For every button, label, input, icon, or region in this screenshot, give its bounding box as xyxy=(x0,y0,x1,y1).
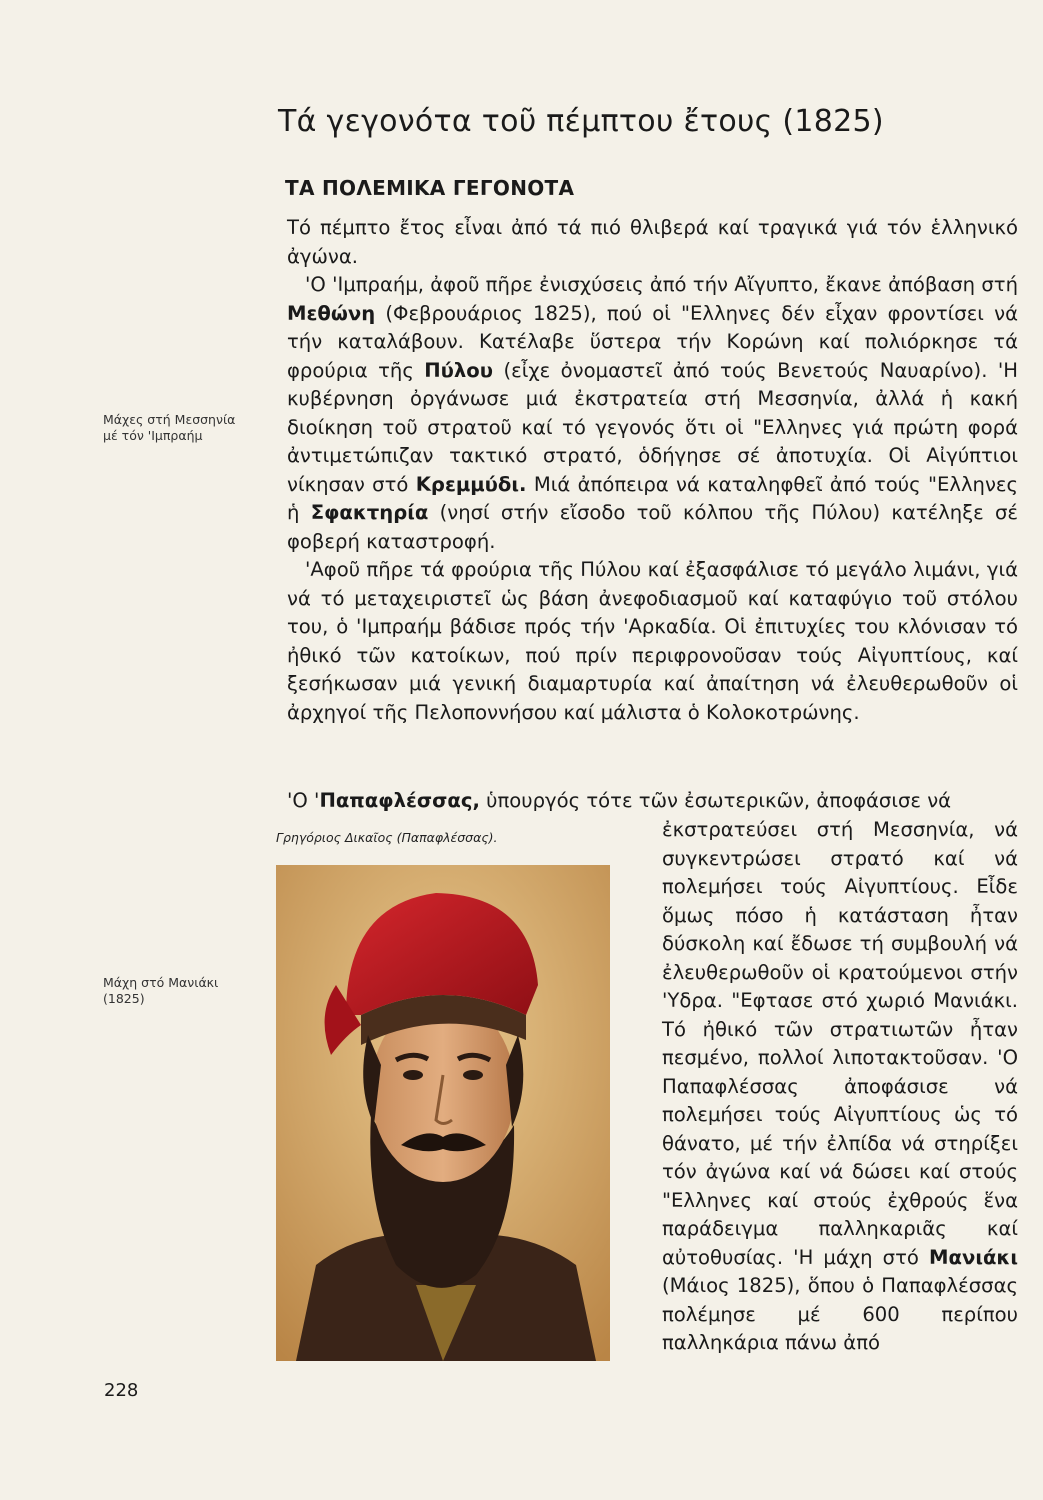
paragraph-1: Τό πέμπτο ἔτος εἶναι ἀπό τά πιό θλιβερά καί τραγικά γιά τόν ἑλληνικό ἀγώνα. xyxy=(287,216,1018,268)
text-span: ὑπουργός τότε τῶν ἐσωτερικῶν, ἀποφάσισε νά xyxy=(479,789,952,812)
place-kremmydi: Κρεμμύδι. xyxy=(415,472,527,496)
place-sfaktiria: Σφακτηρία xyxy=(310,501,429,524)
paragraph-3: 'Αφοῦ πῆρε τά φρούρια τῆς Πύλου καί ἐξασφάλισε τό μεγάλο λιμάνι, γιά νά τό μεταχειριστεῖ ὡς βάση ἀνεφοδιασμοῦ καί καταφύγιο τοῦ στόλου του, ὁ 'Ιμπραήμ βάδισε πρός τήν 'Αρκαδία. Οἱ ἐπιτυχίες του κλόνισαν τό ἠθικό τῶν κατοίκων, πού πρίν περιφρονοῦσαν τούς Αἰγυπτίους, καί ξεσήκωσαν μιά γενική διαμαρτυρία καί ἀπαίτηση νά ἐλευθερωθοῦν οἱ ἀρχηγοί τῆς Πελοποννήσου καί μάλιστα ὁ Κολοκοτρώνης. xyxy=(287,558,1018,724)
place-pylos: Πύλου xyxy=(424,358,494,382)
portrait-caption: Γρηγόριος Δικαῖος (Παπαφλέσσας). xyxy=(276,830,498,845)
margin-note-maniaki: Μάχη στό Μανιάκι (1825) xyxy=(103,975,219,1006)
text-span: (Μάιος 1825), ὅπου ὁ Παπαφλέσσας πολέμησε μέ 600 περίπου παλληκάρια πάνω ἀπό xyxy=(662,1274,1018,1354)
paragraph-2 xyxy=(287,271,1018,556)
page-number: 228 xyxy=(104,1380,139,1401)
papaflessas-lead-line xyxy=(287,787,1018,816)
text-span: ἐκστρατεύσει στή Μεσσηνία, νά συγκεντρώσει στρατό καί νά πολεμήσει τούς Αἰγυπτίους. Εἶδε ὅμως πόσο ἡ κατάσταση ἦταν δύσκολη καί ἔδωσε τή συμβουλή νά ἐλευθερωθοῦν οἱ κρατούμενοι στήν 'Υδρα. "Εφτασε στό χωριό Μανιάκι. Τό ἠθικό τῶν στρατιωτῶν ἦταν πεσμένο, πολλοί λιποτακτοῦσαν. 'Ο Παπαφλέσσας ἀποφάσισε νά πολεμήσει τούς Αἰγυπτίους ὡς τό θάνατο, μέ τήν ἐλπίδα νά στηρίξει τόν ἀγώνα καί νά δώσει καί στούς "Ελληνες καί στούς ἐχθρούς ἕνα παράδειγμα παλληκαριᾶς καί αὐτοθυσίας. 'Η μάχη στό xyxy=(662,818,1018,1269)
place-methoni: Μεθώνη xyxy=(287,301,376,325)
portrait-image xyxy=(276,865,610,1361)
section-heading: ΤΑ ΠΟΛΕΜΙΚΑ ΓΕΓΟΝΟΤΑ xyxy=(285,176,575,200)
text-span: (εἶχε ὀνομαστεῖ ἀπό τούς Βενετούς Ναυαρίνο). 'Η κυβέρνηση ὀργάνωσε μιά ἐκστρατεία στή Μεσσηνία, ἀλλά ἡ κακή διοίκηση τοῦ στρατοῦ καί τό γεγονός ὅτι οἱ "Ελληνες γιά πρώτη φορά ἀντιμετώπιζαν τακτικό στρατό, ὁδήγησε σέ ἀποτυχία. Οἱ Αἰγύπτιοι νίκησαν στό xyxy=(287,358,1018,496)
text-span: Μιά ἀπόπειρα νά καταληφθεῖ ἀπό τούς "Ελληνες ἡ xyxy=(287,472,1018,524)
chapter-title: Τά γεγονότα τοῦ πέμπτου ἔτους (1825) xyxy=(278,104,884,139)
text-span: (Φεβρουάριος 1825), πού οἱ "Ελληνες δέν εἶχαν φροντίσει νά τήν καταλάβουν. Κατέλαβε ὕστερα τήν Κορώνη καί πολιόρκησε τά φρούρια τῆς xyxy=(287,301,1018,382)
place-maniaki: Μανιάκι xyxy=(929,1245,1018,1269)
main-body xyxy=(287,214,1018,727)
text-span: 'Ο ' xyxy=(287,789,320,812)
name-papaflessas: Παπαφλέσσας, xyxy=(319,789,480,812)
text-span: (νησί στήν εἴσοδο τοῦ κόλπου τῆς Πύλου) κατέληξε σέ φοβερή καταστροφή. xyxy=(287,501,1019,553)
portrait-illustration xyxy=(276,865,610,1361)
margin-note-messinia: Μάχες στή Μεσσηνία μέ τόν 'Ιμπραήμ xyxy=(103,412,236,443)
papaflessas-column xyxy=(662,816,1018,1358)
text-span: 'Ο 'Ιμπραήμ, ἀφοῦ πῆρε ἐνισχύσεις ἀπό τήν Αἴγυπτο, ἔκανε ἀπόβαση στή xyxy=(305,273,1018,296)
